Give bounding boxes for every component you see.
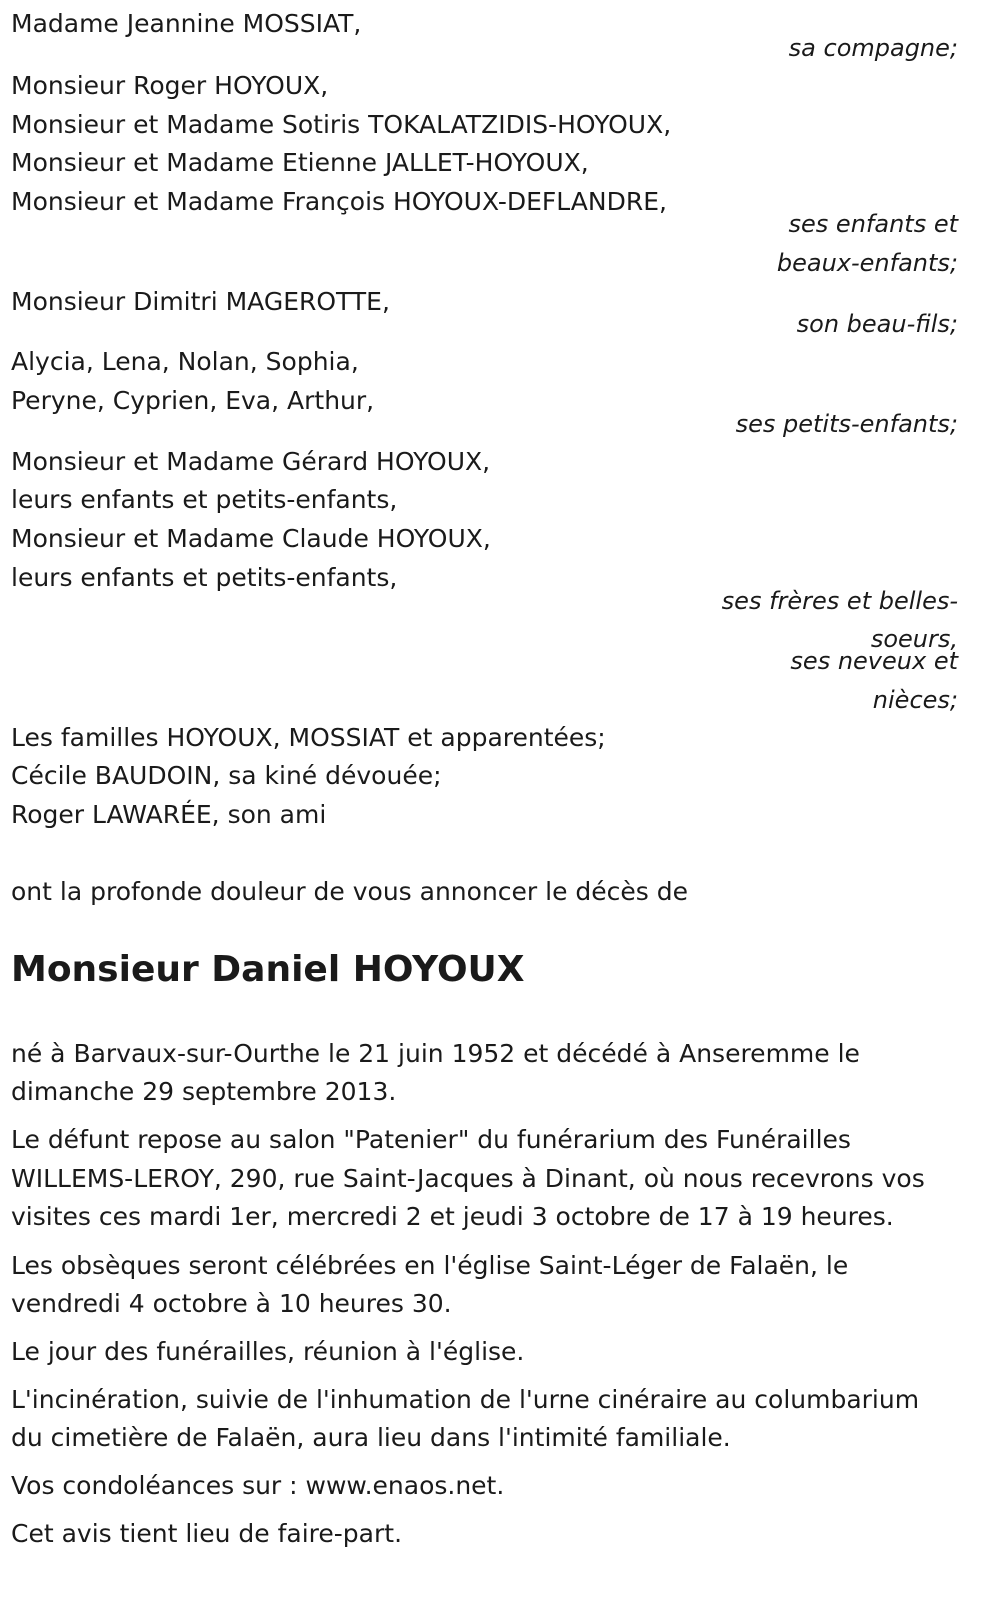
grandchildren-names: Alycia, Lena, Nolan, Sophia, <box>11 347 359 376</box>
sibling-name: Monsieur et Madame Gérard HOYOUX, <box>11 447 491 476</box>
grandchildren-role: ses petits-enfants; <box>735 410 958 438</box>
stepson-role: son beau-fils; <box>796 310 958 338</box>
other-family-line: Les familles HOYOUX, MOSSIAT et apparentées; <box>11 723 606 752</box>
other-family-line: Cécile BAUDOIN, sa kiné dévouée; <box>11 761 442 790</box>
cremation-line: L'incinération, suivie de l'inhumation de l'urne cinéraire au columbarium <box>11 1385 920 1414</box>
companion-name: Madame Jeannine MOSSIAT, <box>11 9 362 38</box>
announcement-intro: ont la profonde douleur de vous annoncer le décès de <box>11 877 689 906</box>
sibling-name: Monsieur et Madame Claude HOYOUX, <box>11 524 491 553</box>
child-name: Monsieur Roger HOYOUX, <box>11 71 329 100</box>
nephews-role: nièces; <box>872 686 958 714</box>
child-name: Monsieur et Madame Etienne JALLET-HOYOUX, <box>11 148 589 177</box>
meeting-line: Le jour des funérailles, réunion à l'église. <box>11 1337 525 1366</box>
other-family-line: Roger LAWARÉE, son ami <box>11 800 327 829</box>
children-role: ses enfants et <box>788 210 958 238</box>
children-role: beaux-enfants; <box>776 249 958 277</box>
siblings-role: ses frères et belles- <box>721 587 958 615</box>
grandchildren-names: Peryne, Cyprien, Eva, Arthur, <box>11 386 375 415</box>
birth-death-line: dimanche 29 septembre 2013. <box>11 1077 397 1106</box>
visitation-line: visites ces mardi 1er, mercredi 2 et jeudi 3 octobre de 17 à 19 heures. <box>11 1202 894 1231</box>
sibling-name: leurs enfants et petits-enfants, <box>11 485 398 514</box>
child-name: Monsieur et Madame François HOYOUX-DEFLANDRE, <box>11 187 667 216</box>
child-name: Monsieur et Madame Sotiris TOKALATZIDIS-HOYOUX, <box>11 110 672 139</box>
cremation-line: du cimetière de Falaën, aura lieu dans l'intimité familiale. <box>11 1423 731 1452</box>
deceased-name: Monsieur Daniel HOYOUX <box>11 949 525 990</box>
siblings-role: soeurs, <box>870 625 958 653</box>
companion-role: sa compagne; <box>788 34 958 62</box>
funeral-line: vendredi 4 octobre à 10 heures 30. <box>11 1289 452 1318</box>
visitation-line: Le défunt repose au salon "Patenier" du funérarium des Funérailles <box>11 1125 851 1154</box>
visitation-line: WILLEMS-LEROY, 290, rue Saint-Jacques à Dinant, où nous recevrons vos <box>11 1164 925 1193</box>
stepson-name: Monsieur Dimitri MAGEROTTE, <box>11 287 390 316</box>
funeral-line: Les obsèques seront célébrées en l'église Saint-Léger de Falaën, le <box>11 1251 849 1280</box>
birth-death-line: né à Barvaux-sur-Ourthe le 21 juin 1952 et décédé à Anseremme le <box>11 1039 860 1068</box>
notice-line: Cet avis tient lieu de faire-part. <box>11 1519 403 1548</box>
condolences-line: Vos condoléances sur : www.enaos.net. <box>11 1471 505 1500</box>
nephews-role: ses neveux et <box>790 647 958 675</box>
sibling-name: leurs enfants et petits-enfants, <box>11 563 398 592</box>
